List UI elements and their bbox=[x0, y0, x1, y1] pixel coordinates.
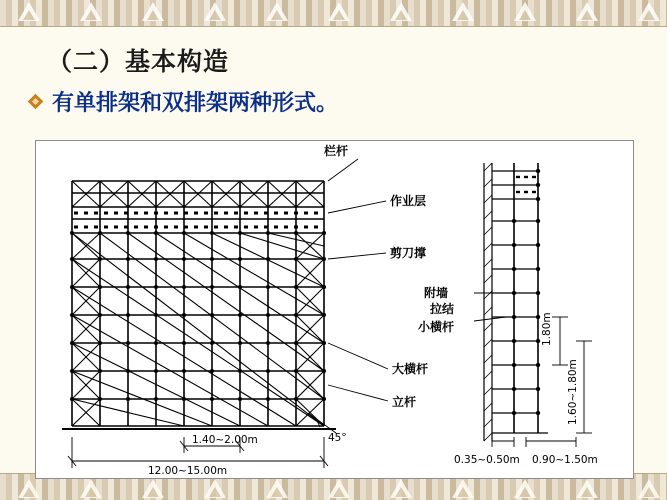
scaffold-diagram-panel bbox=[35, 140, 634, 479]
label-guardrail: 栏杆 bbox=[324, 144, 349, 158]
dim-height-2: 1.60~1.80m bbox=[567, 359, 579, 425]
joint-nodes bbox=[70, 231, 326, 401]
dim-tie-spacing: 0.90~1.50m bbox=[532, 454, 598, 466]
dim-total-width: 12.00~15.00m bbox=[148, 465, 228, 477]
scissor-bracing bbox=[72, 233, 324, 426]
label-small-horizontal: 小横杆 bbox=[418, 320, 455, 334]
section-joint-nodes bbox=[512, 169, 540, 415]
dim-height-1: 1.80m bbox=[541, 312, 553, 346]
label-work-layer: 作业层 bbox=[390, 194, 427, 208]
bullet-row bbox=[28, 86, 338, 117]
label-wall-tie-1: 附墙 bbox=[424, 286, 449, 300]
dim-bay-width: 1.40~2.00m bbox=[192, 434, 258, 446]
horizontal-ledgers bbox=[72, 181, 324, 426]
work-platform-deck bbox=[74, 213, 318, 227]
section-vertical-poles bbox=[514, 163, 538, 433]
diamond-bullet-icon bbox=[28, 94, 43, 109]
wall-hatch bbox=[484, 163, 492, 441]
label-wall-tie-2: 拉结 bbox=[430, 302, 455, 316]
label-vertical-pole: 立杆 bbox=[392, 395, 417, 409]
top-cross-bracing bbox=[72, 181, 324, 207]
label-big-horizontal: 大横杆 bbox=[392, 362, 429, 376]
section-transoms bbox=[492, 171, 548, 433]
dim-base-depth: 0.35~0.50m bbox=[454, 454, 520, 466]
dim-angle: 45° bbox=[328, 432, 347, 444]
scaffold-diagram-svg bbox=[36, 141, 633, 478]
vertical-poles bbox=[72, 181, 324, 426]
decorative-top-border bbox=[0, 0, 667, 27]
bullet-text: 有单排架和双排架两种形式。 bbox=[52, 90, 339, 116]
label-scissor-brace: 剪刀撑 bbox=[390, 246, 427, 260]
building-wall bbox=[484, 163, 492, 441]
slide-title: （二）基本构造 bbox=[47, 47, 230, 76]
